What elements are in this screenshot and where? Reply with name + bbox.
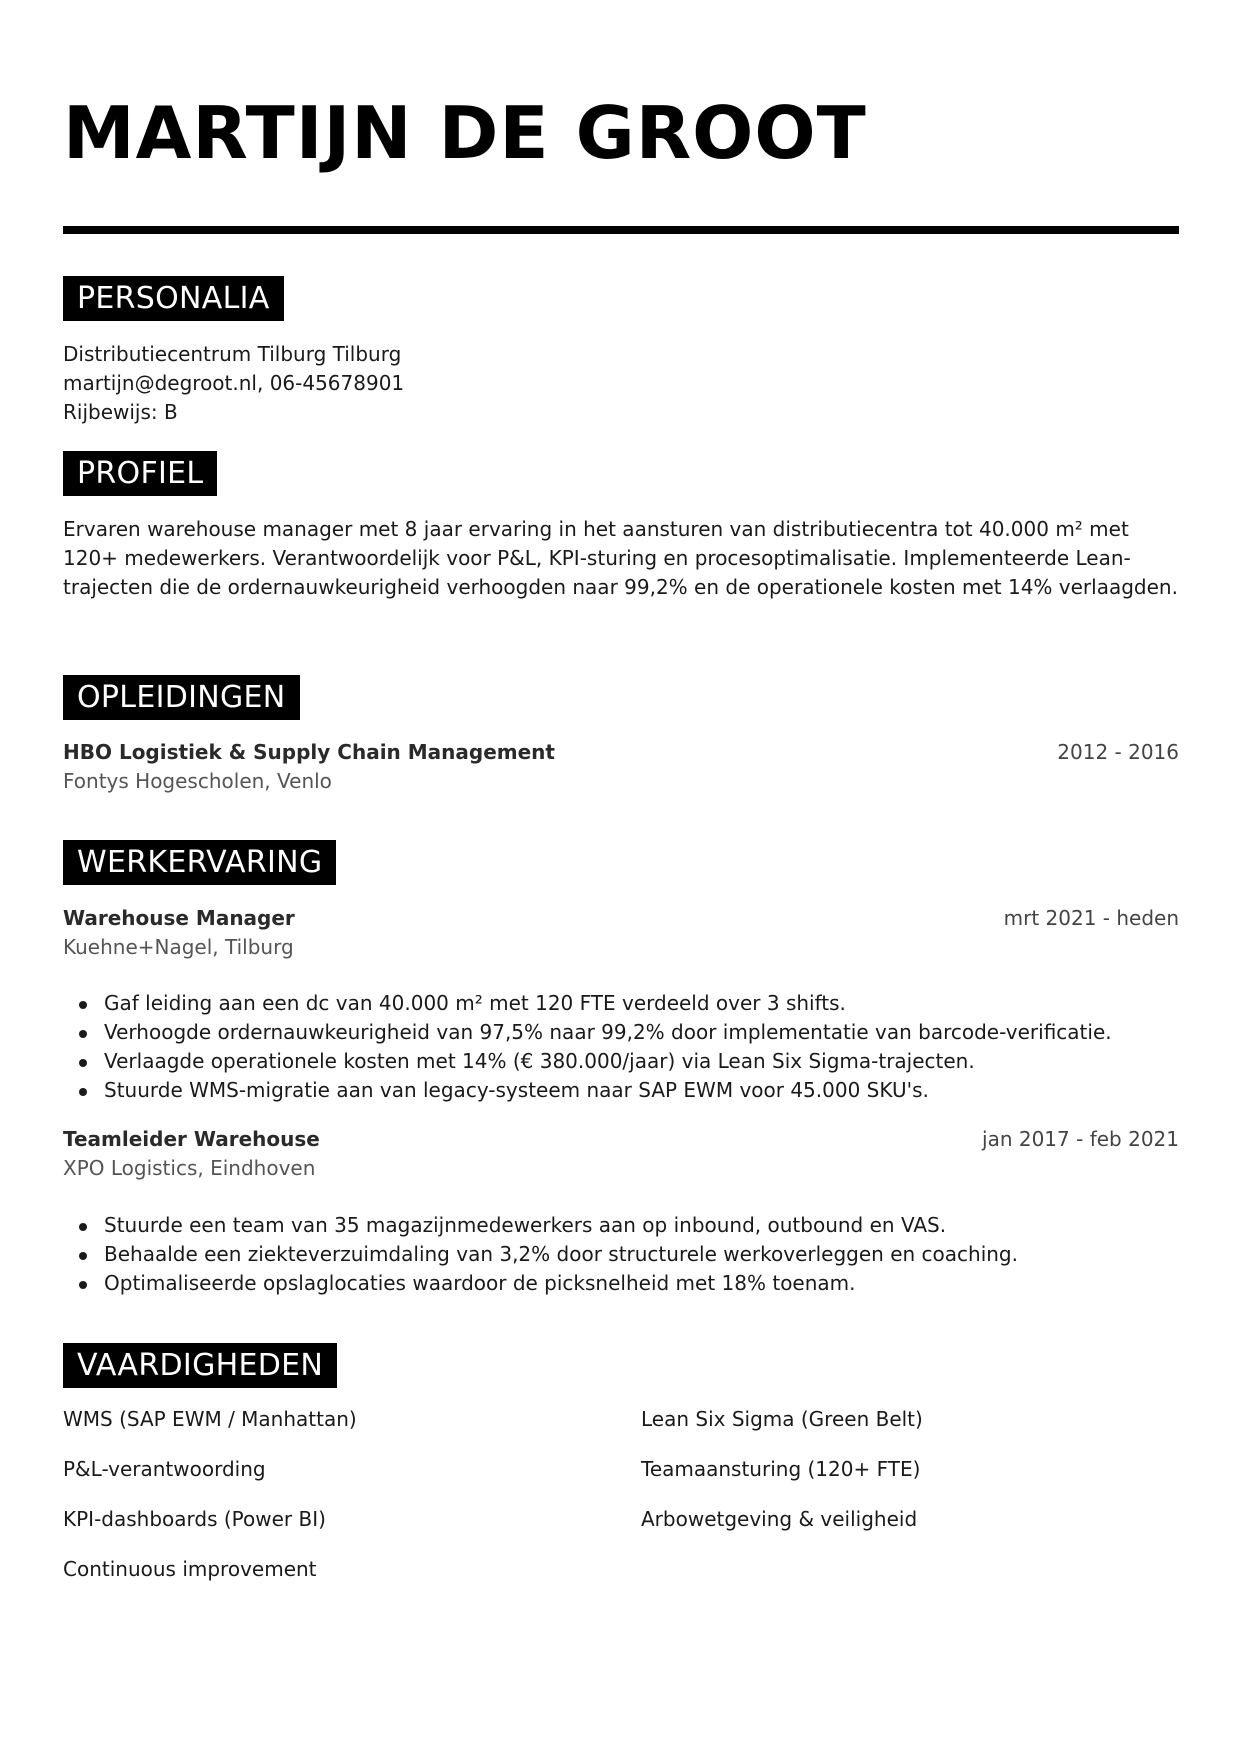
job-period: mrt 2021 - heden [1003, 906, 1179, 930]
job-entry [63, 904, 1179, 933]
job-entry [63, 1125, 1179, 1154]
job-period: jan 2017 - feb 2021 [982, 1127, 1179, 1151]
education-entry [63, 738, 1179, 767]
section-heading-vaardigheden: VAARDIGHEDEN [63, 1343, 337, 1388]
job-title: Warehouse Manager [63, 906, 295, 930]
skill-item: Continuous improvement [63, 1557, 317, 1581]
list-item: Verlaagde operationele kosten met 14% (€ 380.000/jaar) via Lean Six Sigma-trajecten. [63, 1047, 1179, 1076]
job-achievements [63, 1211, 1179, 1298]
bullet-icon [79, 1088, 87, 1096]
job-company: Kuehne+Nagel, Tilburg [63, 935, 294, 959]
profile-summary: Ervaren warehouse manager met 8 jaar ervaring in het aansturen van distributiecentra tot 40.000 m² met 120+ medewerkers. Verantwoordelijk voor P&L, KPI-sturing en procesoptimalisatie. Implementeerde Lean-trajecten die de ordernauwkeurigheid verhoogden naar 99,2% en de operationele kosten met 14% verlaagden. [63, 517, 1178, 599]
section-heading-opleidingen: OPLEIDINGEN [63, 675, 300, 720]
skill-item: Lean Six Sigma (Green Belt) [641, 1407, 923, 1431]
personalia-license: Rijbewijs: B [63, 400, 178, 424]
list-item: Stuurde een team van 35 magazijnmedewerkers aan op inbound, outbound en VAS. [63, 1211, 1179, 1240]
skill-item: P&L-verantwoording [63, 1457, 266, 1481]
job-achievements [63, 989, 1179, 1105]
skill-item: KPI-dashboards (Power BI) [63, 1507, 326, 1531]
education-title: HBO Logistiek & Supply Chain Management [63, 740, 555, 764]
header-divider [63, 226, 1179, 234]
list-item: Stuurde WMS-migratie aan van legacy-systeem naar SAP EWM voor 45.000 SKU's. [63, 1076, 1179, 1105]
section-heading-werkervaring: WERKERVARING [63, 840, 336, 885]
personalia-contact: martijn@degroot.nl, 06-45678901 [63, 371, 405, 395]
bullet-icon [79, 1252, 87, 1260]
education-institution: Fontys Hogescholen, Venlo [63, 769, 332, 793]
list-item: Optimaliseerde opslaglocaties waardoor de picksnelheid met 18% toenam. [63, 1269, 1179, 1298]
bullet-icon [79, 1059, 87, 1067]
list-item: Behaalde een ziekteverzuimdaling van 3,2% door structurele werkoverleggen en coaching. [63, 1240, 1179, 1269]
skill-item: Teamaansturing (120+ FTE) [641, 1457, 921, 1481]
section-heading-profiel: PROFIEL [63, 451, 217, 496]
candidate-name: MARTIJN DE GROOT [63, 91, 867, 175]
bullet-icon [79, 1030, 87, 1038]
bullet-icon [79, 1223, 87, 1231]
bullet-icon [79, 1281, 87, 1289]
personalia-address: Distributiecentrum Tilburg Tilburg [63, 342, 402, 366]
list-item: Gaf leiding aan een dc van 40.000 m² met 120 FTE verdeeld over 3 shifts. [63, 989, 1179, 1018]
list-item: Verhoogde ordernauwkeurigheid van 97,5% naar 99,2% door implementatie van barcode-verificatie. [63, 1018, 1179, 1047]
bullet-icon [79, 1001, 87, 1009]
job-title: Teamleider Warehouse [63, 1127, 320, 1151]
skill-item: WMS (SAP EWM / Manhattan) [63, 1407, 357, 1431]
job-company: XPO Logistics, Eindhoven [63, 1156, 316, 1180]
skill-item: Arbowetgeving & veiligheid [641, 1507, 918, 1531]
section-heading-personalia: PERSONALIA [63, 276, 284, 321]
education-period: 2012 - 2016 [1057, 740, 1179, 764]
